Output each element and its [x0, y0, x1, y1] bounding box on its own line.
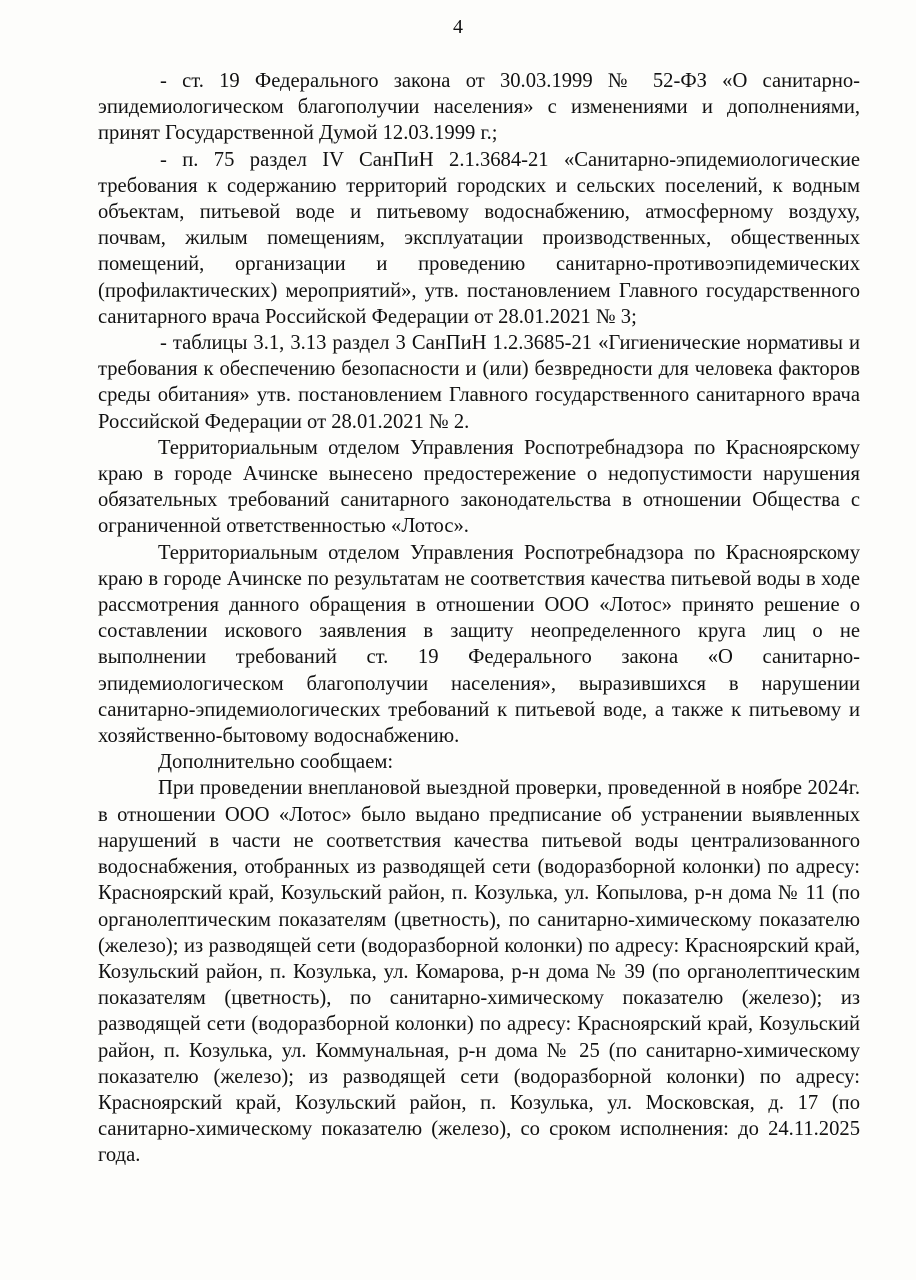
- paragraph-law-reference: - ст. 19 Федерального закона от 30.03.1999 № 52-ФЗ «О санитарно-эпидемиологическом благополучии населения» с изменениями и дополнениями, принят Государственной Думой 12.03.1999 г.;: [98, 70, 860, 145]
- paragraph-inspection-order: При проведении внеплановой выездной проверки, проведенной в ноябре 2024г. в отношении ООО «Лотос» было выдано предписание об устранении выявленных нарушений в части не соответствия качества питьевой воды централизованного водоснабжения, отобранных из разводящей сети (водоразборной колонки) по адресу: Красноярский край, Козульский район, п. Козулька, ул. Копылова, р-н дома № 11 (по органолептическим показателям (цветность), по санитарно-химическому показателю (железо); из разводящей сети (водоразборной колонки) по адресу: Красноярский край, Козульский район, п. Козулька, ул. Комарова, р-н дома № 39 (по органолептическим показателям (цветность), по санитарно-химическому показателю (железо); из разводящей сети (водоразборной колонки) по адресу: Красноярский край, Козульский район, п. Козулька, ул. Коммунальная, р-н дома № 25 (по санитарно-химическому показателю (железо); из разводящей сети (водоразборной колонки) по адресу: Красноярский край, Козульский район, п. Козулька, ул. Московская, д. 17 (по санитарно-химическому показателю (железо), со сроком исполнения: до 24.11.2025 года.: [98, 777, 860, 1167]
- paragraph-lawsuit-decision: Территориальным отделом Управления Роспотребнадзора по Красноярскому краю в городе Ачинске по результатам не соответствия качества питьевой воды в ходе рассмотрения данного обращения в отношении ООО «Лотос» принято решение о составлении искового заявления в защиту неопределенного круга лиц о не выполнении требований ст. 19 Федерального закона «О санитарно-эпидемиологическом благополучии населения», выразившихся в нарушении санитарно-эпидемиологических требований к питьевой воде, а также к питьевому и хозяйственно-бытовому водоснабжению.: [98, 541, 860, 748]
- page-number: 4: [453, 16, 463, 38]
- document-body: [98, 68, 860, 1169]
- paragraph-additional-info-heading: Дополнительно сообщаем:: [158, 751, 394, 774]
- paragraph-sanpin-2-1-3684: - п. 75 раздел IV СанПиН 2.1.3684-21 «Санитарно-эпидемиологические требования к содержанию территорий городских и сельских поселений, к водным объектам, питьевой воде и питьевому водоснабжению, атмосферному воздуху, почвам, жилым помещениям, эксплуатации производственных, общественных помещений, организации и проведению санитарно-противоэпидемических (профилактических) мероприятий», утв. постановлением Главного государственного санитарного врача Российской Федерации от 28.01.2021 № 3;: [98, 148, 860, 328]
- paragraph-sanpin-1-2-3685: - таблицы 3.1, 3.13 раздел 3 СанПиН 1.2.3685-21 «Гигиенические нормативы и требования к обеспечению безопасности и (или) безвредности для человека факторов среды обитания» утв. постановлением Главного государственного санитарного врача Российской Федерации от 28.01.2021 № 2.: [98, 332, 860, 433]
- paragraph-warning-issued: Территориальным отделом Управления Роспотребнадзора по Красноярскому краю в городе Ачинске вынесено предостережение о недопустимости нарушения обязательных требований санитарного законодательства в отношении Общества с ограниченной ответственностью «Лотос».: [98, 436, 860, 538]
